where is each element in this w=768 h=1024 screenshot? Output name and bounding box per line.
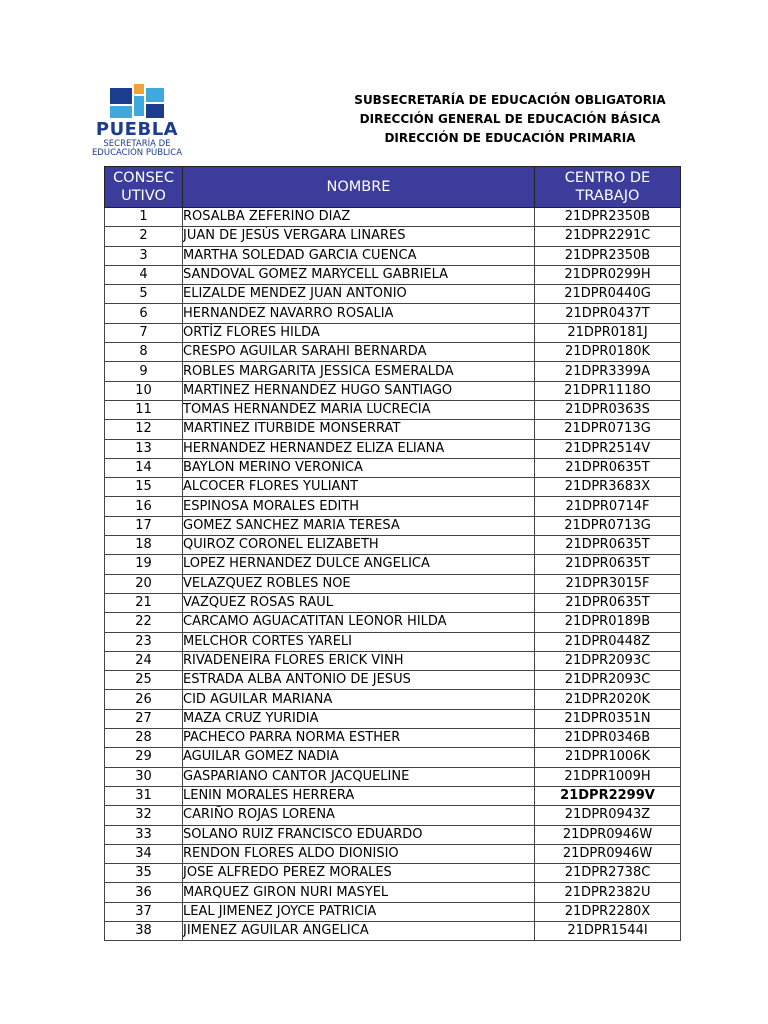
roster-table — [104, 166, 681, 941]
cell-nombre: MARTINEZ ITURBIDE MONSERRAT — [183, 420, 535, 439]
cell-nombre: MARQUEZ GIRON NURI MASYEL — [183, 883, 535, 902]
cell-centro-trabajo: 21DPR2093C — [535, 671, 681, 690]
puebla-logo — [74, 84, 200, 156]
table-row — [105, 613, 681, 632]
cell-nombre: CRESPO AGUILAR SARAHI BERNARDA — [183, 343, 535, 362]
col-header-centro — [535, 167, 681, 208]
table-row — [105, 632, 681, 651]
cell-nombre: CARCAMO AGUACATITAN LEONOR HILDA — [183, 613, 535, 632]
cell-centro-trabajo: 21DPR1009H — [535, 767, 681, 786]
cell-consecutivo: 15 — [105, 478, 183, 497]
cell-centro-trabajo: 21DPR0437T — [535, 304, 681, 323]
cell-centro-trabajo: 21DPR3683X — [535, 478, 681, 497]
table-row — [105, 883, 681, 902]
cell-centro-trabajo: 21DPR2350B — [535, 208, 681, 227]
table-row — [105, 555, 681, 574]
table-row — [105, 400, 681, 419]
cell-nombre: CARIÑO ROJAS LORENA — [183, 806, 535, 825]
cell-centro-trabajo: 21DPR0448Z — [535, 632, 681, 651]
table-row — [105, 381, 681, 400]
cell-nombre: JOSE ALFREDO PEREZ MORALES — [183, 864, 535, 883]
cell-centro-trabajo: 21DPR0714F — [535, 497, 681, 516]
table-row — [105, 825, 681, 844]
col-header-consecutivo — [105, 167, 183, 208]
table-row — [105, 786, 681, 805]
cell-consecutivo: 10 — [105, 381, 183, 400]
table-row — [105, 420, 681, 439]
table-row — [105, 458, 681, 477]
cell-nombre: ESPINOSA MORALES EDITH — [183, 497, 535, 516]
table-row — [105, 478, 681, 497]
table-row — [105, 709, 681, 728]
cell-consecutivo: 27 — [105, 709, 183, 728]
table-row — [105, 362, 681, 381]
cell-centro-trabajo: 21DPR1118O — [535, 381, 681, 400]
cell-nombre: CID AGUILAR MARIANA — [183, 690, 535, 709]
col-header-consecutivo-line2: UTIVO — [121, 188, 166, 204]
cell-centro-trabajo: 21DPR0181J — [535, 323, 681, 342]
table-row — [105, 767, 681, 786]
cell-consecutivo: 25 — [105, 671, 183, 690]
cell-nombre: VAZQUEZ ROSAS RAUL — [183, 593, 535, 612]
table-row — [105, 343, 681, 362]
cell-nombre: GOMEZ SANCHEZ MARIA TERESA — [183, 516, 535, 535]
cell-consecutivo: 2 — [105, 227, 183, 246]
table-row — [105, 227, 681, 246]
cell-consecutivo: 4 — [105, 265, 183, 284]
cell-centro-trabajo: 21DPR2382U — [535, 883, 681, 902]
logo-subtitle-line2: EDUCACIÓN PÚBLICA — [91, 148, 183, 158]
cell-consecutivo: 23 — [105, 632, 183, 651]
cell-consecutivo: 8 — [105, 343, 183, 362]
cell-consecutivo: 1 — [105, 208, 183, 227]
table-row — [105, 690, 681, 709]
cell-nombre: GASPARIANO CANTOR JACQUELINE — [183, 767, 535, 786]
cell-centro-trabajo: 21DPR2350B — [535, 246, 681, 265]
cell-centro-trabajo: 21DPR0180K — [535, 343, 681, 362]
cell-nombre: ELIZALDE MENDEZ JUAN ANTONIO — [183, 285, 535, 304]
table-row — [105, 536, 681, 555]
cell-consecutivo: 14 — [105, 458, 183, 477]
cell-centro-trabajo: 21DPR2299V — [535, 786, 681, 805]
cell-nombre: ROSALBA ZEFERINO DIAZ — [183, 208, 535, 227]
cell-centro-trabajo: 21DPR1544I — [535, 921, 681, 940]
cell-consecutivo: 5 — [105, 285, 183, 304]
cell-centro-trabajo: 21DPR0189B — [535, 613, 681, 632]
table-row — [105, 246, 681, 265]
logo-subtitle — [74, 140, 200, 158]
cell-centro-trabajo: 21DPR2020K — [535, 690, 681, 709]
cell-nombre: SOLANO RUIZ FRANCISCO EDUARDO — [183, 825, 535, 844]
table-row — [105, 593, 681, 612]
cell-nombre: AGUILAR GOMEZ NADIA — [183, 748, 535, 767]
cell-nombre: LENIN MORALES HERRERA — [183, 786, 535, 805]
cell-consecutivo: 33 — [105, 825, 183, 844]
cell-consecutivo: 3 — [105, 246, 183, 265]
cell-consecutivo: 30 — [105, 767, 183, 786]
cell-consecutivo: 38 — [105, 921, 183, 940]
cell-centro-trabajo: 21DPR0440G — [535, 285, 681, 304]
cell-nombre: LOPEZ HERNANDEZ DULCE ANGELICA — [183, 555, 535, 574]
cell-nombre: JUAN DE JESÚS VERGARA LINARES — [183, 227, 535, 246]
table-row — [105, 208, 681, 227]
col-header-nombre: NOMBRE — [183, 167, 535, 208]
table-row — [105, 265, 681, 284]
table-header-row — [105, 167, 681, 208]
cell-centro-trabajo: 21DPR0943Z — [535, 806, 681, 825]
cell-nombre: ROBLES MARGARITA JESSICA ESMERALDA — [183, 362, 535, 381]
cell-nombre: TOMAS HERNANDEZ MARIA LUCRECIA — [183, 400, 535, 419]
cell-consecutivo: 12 — [105, 420, 183, 439]
cell-consecutivo: 35 — [105, 864, 183, 883]
cell-centro-trabajo: 21DPR0635T — [535, 555, 681, 574]
table-row — [105, 844, 681, 863]
cell-nombre: ALCOCER FLORES YULIANT — [183, 478, 535, 497]
cell-centro-trabajo: 21DPR3015F — [535, 574, 681, 593]
logo-subtitle-line1: SECRETARÍA DE — [103, 139, 171, 149]
cell-consecutivo: 17 — [105, 516, 183, 535]
cell-consecutivo: 32 — [105, 806, 183, 825]
cell-centro-trabajo: 21DPR0946W — [535, 825, 681, 844]
table-row — [105, 806, 681, 825]
table-row — [105, 864, 681, 883]
cell-nombre: MARTINEZ HERNANDEZ HUGO SANTIAGO — [183, 381, 535, 400]
cell-nombre: ESTRADA ALBA ANTONIO DE JESUS — [183, 671, 535, 690]
cell-nombre: MAZA CRUZ YURIDIA — [183, 709, 535, 728]
cell-consecutivo: 19 — [105, 555, 183, 574]
cell-centro-trabajo: 21DPR3399A — [535, 362, 681, 381]
cell-nombre: JIMENEZ AGUILAR ANGELICA — [183, 921, 535, 940]
cell-consecutivo: 16 — [105, 497, 183, 516]
table-row — [105, 902, 681, 921]
cell-centro-trabajo: 21DPR0346B — [535, 729, 681, 748]
cell-consecutivo: 18 — [105, 536, 183, 555]
table-row — [105, 729, 681, 748]
heading-line-2: DIRECCIÓN GENERAL DE EDUCACIÓN BÁSICA — [359, 112, 661, 126]
cell-centro-trabajo: 21DPR0635T — [535, 593, 681, 612]
table-row — [105, 651, 681, 670]
cell-centro-trabajo: 21DPR0363S — [535, 400, 681, 419]
table-row — [105, 516, 681, 535]
table-row — [105, 304, 681, 323]
cell-nombre: MELCHOR CORTES YARELI — [183, 632, 535, 651]
cell-nombre: ORTÍZ FLORES HILDA — [183, 323, 535, 342]
cell-consecutivo: 37 — [105, 902, 183, 921]
col-header-centro-line2: TRABAJO — [575, 188, 640, 204]
cell-consecutivo: 34 — [105, 844, 183, 863]
cell-consecutivo: 26 — [105, 690, 183, 709]
table-row — [105, 497, 681, 516]
cell-centro-trabajo: 21DPR0946W — [535, 844, 681, 863]
cell-centro-trabajo: 21DPR0713G — [535, 516, 681, 535]
cell-consecutivo: 7 — [105, 323, 183, 342]
cell-consecutivo: 20 — [105, 574, 183, 593]
cell-centro-trabajo: 21DPR2291C — [535, 227, 681, 246]
table-row — [105, 921, 681, 940]
cell-nombre: LEAL JIMENEZ JOYCE PATRICIA — [183, 902, 535, 921]
cell-consecutivo: 13 — [105, 439, 183, 458]
col-header-consecutivo-line1: CONSEC — [113, 170, 174, 186]
col-header-centro-line1: CENTRO DE — [564, 170, 651, 186]
cell-nombre: RENDON FLORES ALDO DIONISIO — [183, 844, 535, 863]
cell-centro-trabajo: 21DPR0635T — [535, 536, 681, 555]
table-body — [105, 208, 681, 941]
cell-consecutivo: 21 — [105, 593, 183, 612]
cell-centro-trabajo: 21DPR2514V — [535, 439, 681, 458]
cell-centro-trabajo: 21DPR0351N — [535, 709, 681, 728]
logo-brand: PUEBLA — [95, 119, 179, 140]
table-row — [105, 285, 681, 304]
cell-nombre: QUIROZ CORONEL ELIZABETH — [183, 536, 535, 555]
cell-consecutivo: 31 — [105, 786, 183, 805]
cell-centro-trabajo: 21DPR2280X — [535, 902, 681, 921]
heading-line-3: DIRECCIÓN DE EDUCACIÓN PRIMARIA — [384, 131, 636, 145]
cell-centro-trabajo: 21DPR1006K — [535, 748, 681, 767]
cell-consecutivo: 9 — [105, 362, 183, 381]
heading-line-1: SUBSECRETARÍA DE EDUCACIÓN OBLIGATORIA — [354, 93, 666, 107]
cell-consecutivo: 6 — [105, 304, 183, 323]
cell-nombre: VELAZQUEZ ROBLES NOE — [183, 574, 535, 593]
cell-consecutivo: 11 — [105, 400, 183, 419]
cell-consecutivo: 36 — [105, 883, 183, 902]
cell-nombre: MARTHA SOLEDAD GARCIA CUENCA — [183, 246, 535, 265]
cell-nombre: PACHECO PARRA NORMA ESTHER — [183, 729, 535, 748]
cell-centro-trabajo: 21DPR2093C — [535, 651, 681, 670]
cell-nombre: SANDOVAL GOMEZ MARYCELL GABRIELA — [183, 265, 535, 284]
cell-nombre: HERNANDEZ HERNANDEZ ELIZA ELIANA — [183, 439, 535, 458]
cell-centro-trabajo: 21DPR2738C — [535, 864, 681, 883]
cell-nombre: RIVADENEIRA FLORES ERICK VINH — [183, 651, 535, 670]
cell-consecutivo: 24 — [105, 651, 183, 670]
puebla-logo-icon — [108, 84, 166, 122]
cell-centro-trabajo: 21DPR0635T — [535, 458, 681, 477]
table-row — [105, 323, 681, 342]
document-heading — [330, 91, 690, 148]
cell-consecutivo: 29 — [105, 748, 183, 767]
table-row — [105, 671, 681, 690]
table-row — [105, 574, 681, 593]
cell-nombre: BAYLON MERINO VERONICA — [183, 458, 535, 477]
cell-consecutivo: 28 — [105, 729, 183, 748]
cell-nombre: HERNANDEZ NAVARRO ROSALIA — [183, 304, 535, 323]
cell-consecutivo: 22 — [105, 613, 183, 632]
table-row — [105, 748, 681, 767]
table-row — [105, 439, 681, 458]
cell-centro-trabajo: 21DPR0713G — [535, 420, 681, 439]
cell-centro-trabajo: 21DPR0299H — [535, 265, 681, 284]
